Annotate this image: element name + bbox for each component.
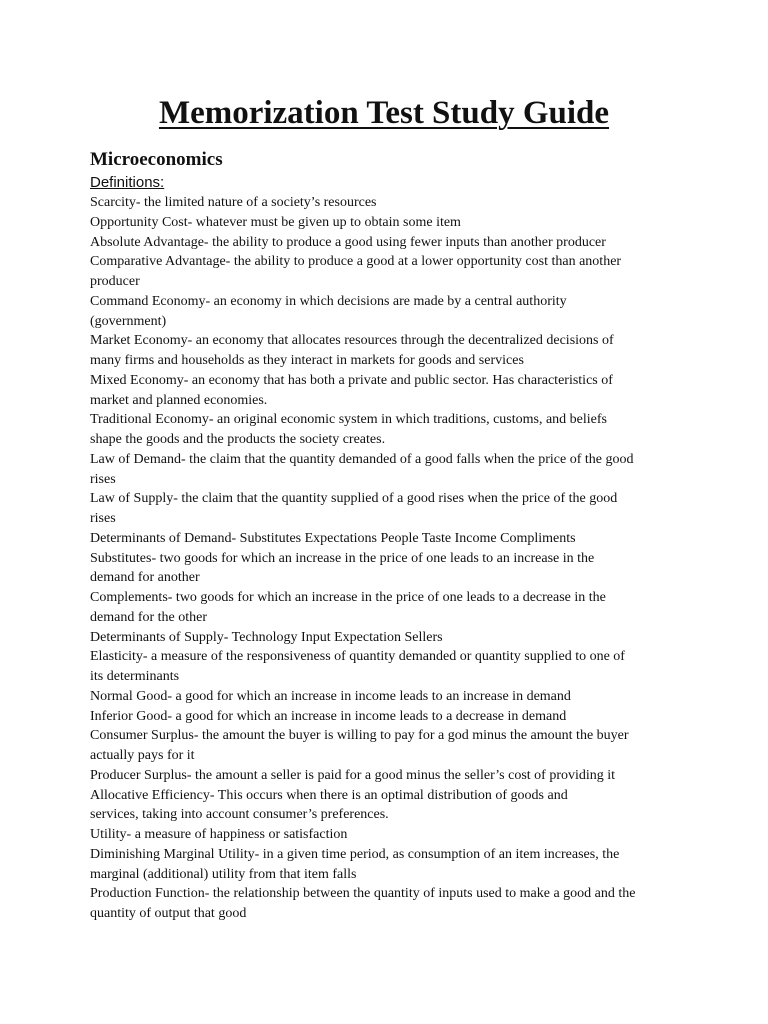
definition-item: Scarcity- the limited nature of a society’s resources — [90, 195, 377, 210]
definition-item: Substitutes- two goods for which an increase in the price of one leads to an increase in the demand for another — [90, 550, 595, 586]
definition-item: Comparative Advantage- the ability to produce a good at a lower opportunity cost than another producer — [90, 254, 622, 289]
definition-item: Producer Surplus- the amount a seller is paid for a good minus the seller’s cost of providing it — [90, 767, 616, 783]
document-title-text: Memorization Test Study Guide — [158, 95, 610, 131]
definition-item: Absolute Advantage- the ability to produce a good using fewer inputs than another producer — [90, 234, 606, 250]
definition-item: Elasticity- a measure of the responsiveness of quantity demanded or quantity supplied to one of its determinants — [90, 649, 625, 684]
definitions-subheading: Definitions: — [90, 174, 165, 191]
document-title — [0, 92, 768, 134]
definition-item: Law of Demand- the claim that the quantity demanded of a good falls when the price of the good rises — [90, 451, 634, 487]
definitions-list — [90, 193, 690, 924]
definition-item: Market Economy- an economy that allocates resources through the decentralized decisions of many firms and households as they interact in markets for goods and services — [90, 333, 614, 368]
definition-item: Consumer Surplus- the amount the buyer is willing to pay for a god minus the amount the buyer actually pays for it — [90, 728, 629, 763]
definition-item: Opportunity Cost- whatever must be given up to obtain some item — [90, 214, 461, 230]
definition-item: Law of Supply- the claim that the quantity supplied of a good rises when the price of the good rises — [90, 491, 618, 526]
definition-item: Utility- a measure of happiness or satisfaction — [90, 827, 348, 842]
definition-item: Production Function- the relationship between the quantity of inputs used to make a good and the quantity of output that good — [90, 886, 636, 921]
definition-item: Determinants of Supply- Technology Input Expectation Sellers — [90, 629, 443, 645]
definition-item: Command Economy- an economy in which decisions are made by a central authority (government) — [90, 293, 567, 329]
definition-item: Diminishing Marginal Utility- in a given time period, as consumption of an item increases, the marginal (additional) utility from that item falls — [90, 846, 620, 882]
definition-item: Allocative Efficiency- This occurs when there is an optimal distribution of goods and services, taking into account consumer’s preferences. — [90, 787, 568, 823]
definition-item: Determinants of Demand- Substitutes Expectations People Taste Income Compliments — [90, 530, 576, 546]
definition-item: Inferior Good- a good for which an increase in income leads to a decrease in demand — [90, 708, 567, 724]
definition-item: Normal Good- a good for which an increase in income leads to an increase in demand — [90, 688, 571, 704]
definition-item: Complements- two goods for which an increase in the price of one leads to a decrease in the demand for the other — [90, 590, 606, 625]
definition-item: Mixed Economy- an economy that has both a private and public sector. Has characteristics of market and planned economies. — [90, 372, 613, 408]
section-heading: Microeconomics — [90, 149, 223, 170]
definition-item: Traditional Economy- an original economic system in which traditions, customs, and beliefs shape the goods and the products the society creates. — [90, 412, 608, 447]
